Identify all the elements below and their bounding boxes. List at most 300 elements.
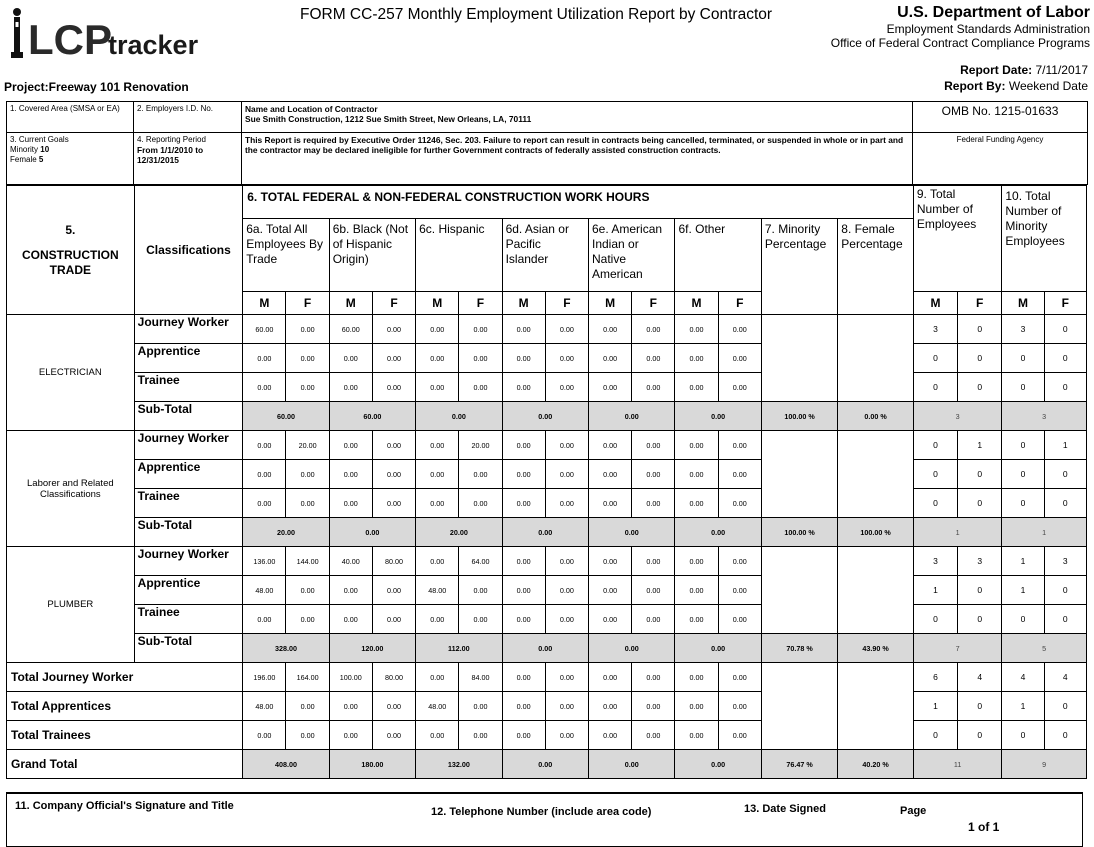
classification-row xyxy=(7,547,1087,576)
hours-cell: 0.00 xyxy=(416,373,459,402)
hours-cell: 40.00 xyxy=(329,547,372,576)
hours-cell: 48.00 xyxy=(416,692,459,721)
eo-notice: This Report is required by Executive Order 11246, Sec. 203. Failure to report can result in contracts being cancelled, terminated, or suspended in whole or in part and the contractor may be declared ineligible for further Government contracts of federally assisted construction contracts. xyxy=(242,133,913,185)
hours-cell: 0.00 xyxy=(459,344,502,373)
hours-cell: 0.00 xyxy=(545,373,588,402)
col6c-header xyxy=(416,219,502,292)
trade-name: Laborer and Related Classifications xyxy=(7,431,135,547)
hours-cell: 0.00 xyxy=(632,373,675,402)
female-column-header: F xyxy=(286,292,329,315)
hours-cell: 0.00 xyxy=(329,489,372,518)
hours-cell: 0.00 xyxy=(632,663,675,692)
classifications-header: Classifications xyxy=(134,186,243,315)
classification-row xyxy=(7,605,1087,634)
female-pct-blank xyxy=(838,663,914,750)
minority-percentage: 76.47 % xyxy=(761,750,837,779)
hours-cell: 20.00 xyxy=(286,431,329,460)
hours-cell: 0.00 xyxy=(329,344,372,373)
hours-cell: 0.00 xyxy=(502,489,545,518)
employee-count-cell: 0 xyxy=(1044,605,1086,634)
female-column-header: F xyxy=(718,292,761,315)
col6a-label: 6a. Total All Employees By Trade xyxy=(246,222,323,266)
total-employees-subtotal: 7 xyxy=(913,634,1001,663)
employee-count-cell: 3 xyxy=(1044,547,1086,576)
employee-count-cell: 0 xyxy=(1044,373,1086,402)
hours-cell: 0.00 xyxy=(675,605,718,634)
employee-count-cell: 0 xyxy=(913,489,957,518)
female-column-header: F xyxy=(958,292,1002,315)
agency-department: U.S. Department of Labor xyxy=(897,4,1090,21)
hours-cell: 0.00 xyxy=(632,489,675,518)
hours-cell: 0.00 xyxy=(372,315,415,344)
hours-cell: 0.00 xyxy=(718,344,761,373)
report-meta xyxy=(944,62,1088,94)
subtotal-hours: 0.00 xyxy=(589,402,675,431)
hours-cell: 0.00 xyxy=(286,460,329,489)
header-info-table xyxy=(6,101,1088,185)
employee-count-cell: 0 xyxy=(1044,489,1086,518)
total-row xyxy=(7,692,1087,721)
hours-cell: 0.00 xyxy=(243,431,286,460)
hours-cell: 0.00 xyxy=(286,373,329,402)
hours-cell: 0.00 xyxy=(675,431,718,460)
employee-count-cell: 0 xyxy=(913,605,957,634)
hours-cell: 0.00 xyxy=(416,489,459,518)
hours-cell: 0.00 xyxy=(372,605,415,634)
hours-cell: 0.00 xyxy=(675,547,718,576)
minority-pct-blank xyxy=(761,431,837,518)
employee-count-cell: 0 xyxy=(1002,605,1044,634)
employee-count-cell: 0 xyxy=(1044,344,1086,373)
covered-area-cell: 1. Covered Area (SMSA or EA) xyxy=(7,102,134,133)
hours-cell: 0.00 xyxy=(416,431,459,460)
omb-number: OMB No. 1215-01633 xyxy=(913,102,1088,133)
hours-cell: 0.00 xyxy=(675,344,718,373)
hours-cell: 0.00 xyxy=(243,373,286,402)
employee-count-cell: 0 xyxy=(913,373,957,402)
hours-cell: 0.00 xyxy=(632,721,675,750)
total-row xyxy=(7,663,1087,692)
col6c-label: 6c. Hispanic xyxy=(419,222,485,236)
hours-cell: 0.00 xyxy=(416,663,459,692)
telephone-label: 12. Telephone Number (include area code) xyxy=(431,806,652,818)
hours-cell: 48.00 xyxy=(243,576,286,605)
hours-cell: 196.00 xyxy=(243,663,286,692)
employee-count-cell: 4 xyxy=(958,663,1002,692)
hours-cell: 0.00 xyxy=(545,315,588,344)
female-percentage: 40.20 % xyxy=(838,750,914,779)
hours-cell: 0.00 xyxy=(502,576,545,605)
current-goals-cell xyxy=(7,133,134,185)
hours-cell: 0.00 xyxy=(718,373,761,402)
hours-cell: 0.00 xyxy=(502,315,545,344)
hours-cell: 60.00 xyxy=(329,315,372,344)
hours-cell: 0.00 xyxy=(502,373,545,402)
classification-label: Journey Worker xyxy=(134,315,243,344)
subtotal-hours: 0.00 xyxy=(502,634,588,663)
female-column-header: F xyxy=(459,292,502,315)
hours-cell: 0.00 xyxy=(459,373,502,402)
hours-cell: 0.00 xyxy=(372,721,415,750)
classification-row xyxy=(7,373,1087,402)
hours-cell: 0.00 xyxy=(675,663,718,692)
total-label: Total Apprentices xyxy=(7,692,243,721)
employee-count-cell: 0 xyxy=(1002,373,1044,402)
hours-cell: 0.00 xyxy=(675,315,718,344)
employee-count-cell: 1 xyxy=(958,431,1002,460)
total-employees-header xyxy=(913,186,1001,292)
hours-cell: 0.00 xyxy=(718,315,761,344)
date-signed-label: 13. Date Signed xyxy=(744,803,826,815)
col6e-label: 6e. American Indian or Native American xyxy=(592,222,663,281)
hours-cell: 20.00 xyxy=(459,431,502,460)
subtotal-hours: 60.00 xyxy=(243,402,329,431)
female-column-header: F xyxy=(1044,292,1086,315)
report-by-label: Report By: xyxy=(944,79,1006,93)
hours-cell: 0.00 xyxy=(718,431,761,460)
hours-cell: 0.00 xyxy=(372,460,415,489)
utilization-table xyxy=(6,185,1087,779)
employee-count-cell: 1 xyxy=(1002,547,1044,576)
hours-cell: 0.00 xyxy=(329,692,372,721)
subtotal-hours: 0.00 xyxy=(675,750,761,779)
minority-percentage: 70.78 % xyxy=(761,634,837,663)
project-name: Project:Freeway 101 Renovation xyxy=(4,80,189,94)
agency-administration: Employment Standards Administration xyxy=(886,22,1090,36)
hours-cell: 0.00 xyxy=(372,692,415,721)
hours-cell: 0.00 xyxy=(718,576,761,605)
hours-cell: 0.00 xyxy=(459,315,502,344)
subtotal-hours: 0.00 xyxy=(589,750,675,779)
hours-cell: 0.00 xyxy=(589,431,632,460)
hours-cell: 0.00 xyxy=(632,315,675,344)
hours-cell: 0.00 xyxy=(589,460,632,489)
employee-count-cell: 6 xyxy=(913,663,957,692)
hours-cell: 0.00 xyxy=(589,489,632,518)
hours-cell: 144.00 xyxy=(286,547,329,576)
trade-name: ELECTRICIAN xyxy=(7,315,135,431)
hours-cell: 0.00 xyxy=(589,692,632,721)
employee-count-cell: 0 xyxy=(958,692,1002,721)
hours-cell: 0.00 xyxy=(545,721,588,750)
total-label: Total Journey Worker xyxy=(7,663,243,692)
subtotal-hours: 20.00 xyxy=(243,518,329,547)
hours-cell: 0.00 xyxy=(632,344,675,373)
employee-count-cell: 4 xyxy=(1002,663,1044,692)
hours-cell: 0.00 xyxy=(329,373,372,402)
col8-label: 8. Female Percentage xyxy=(841,222,903,251)
hours-cell: 0.00 xyxy=(675,692,718,721)
hours-cell: 0.00 xyxy=(545,576,588,605)
minority-employees-header xyxy=(1002,186,1087,292)
employee-count-cell: 0 xyxy=(1002,344,1044,373)
hours-cell: 0.00 xyxy=(545,692,588,721)
total-label: Total Trainees xyxy=(7,721,243,750)
subtotal-row xyxy=(7,402,1087,431)
hours-cell: 0.00 xyxy=(286,489,329,518)
minority-employees-subtotal: 3 xyxy=(1002,402,1087,431)
total-employees-subtotal: 11 xyxy=(913,750,1001,779)
classification-label: Apprentice xyxy=(134,460,243,489)
female-pct-blank xyxy=(838,315,914,402)
hours-cell: 0.00 xyxy=(416,721,459,750)
classification-label: Journey Worker xyxy=(134,547,243,576)
hours-cell: 0.00 xyxy=(416,605,459,634)
hours-cell: 0.00 xyxy=(416,547,459,576)
section6-header: 6. TOTAL FEDERAL & NON-FEDERAL CONSTRUCTION WORK HOURS xyxy=(243,186,914,219)
hours-cell: 48.00 xyxy=(243,692,286,721)
lcptracker-logo-graphic xyxy=(8,2,198,62)
hours-cell: 0.00 xyxy=(502,692,545,721)
subtotal-hours: 408.00 xyxy=(243,750,329,779)
col6a-header xyxy=(243,219,329,292)
subtotal-row xyxy=(7,634,1087,663)
employee-count-cell: 0 xyxy=(1002,431,1044,460)
subtotal-row xyxy=(7,518,1087,547)
hours-cell: 0.00 xyxy=(416,344,459,373)
form-title: FORM CC-257 Monthly Employment Utilization Report by Contractor xyxy=(300,6,773,23)
contractor-value: Sue Smith Construction, 1212 Sue Smith Street, New Orleans, LA, 70111 xyxy=(245,114,532,124)
classification-row xyxy=(7,431,1087,460)
employee-count-cell: 1 xyxy=(913,692,957,721)
hours-cell: 0.00 xyxy=(545,605,588,634)
hours-cell: 0.00 xyxy=(589,605,632,634)
hours-cell: 0.00 xyxy=(632,460,675,489)
construction-trade-header xyxy=(7,186,135,315)
hours-cell: 0.00 xyxy=(459,489,502,518)
employee-count-cell: 0 xyxy=(958,460,1002,489)
hours-cell: 0.00 xyxy=(589,344,632,373)
hours-cell: 0.00 xyxy=(545,431,588,460)
employee-count-cell: 0 xyxy=(1044,721,1086,750)
female-percentage: 0.00 % xyxy=(838,402,914,431)
report-date: 7/11/2017 xyxy=(1035,63,1088,77)
hours-cell: 0.00 xyxy=(589,576,632,605)
hours-cell: 0.00 xyxy=(243,489,286,518)
hours-cell: 0.00 xyxy=(286,315,329,344)
hours-cell: 0.00 xyxy=(718,721,761,750)
hours-cell: 0.00 xyxy=(329,721,372,750)
classification-row xyxy=(7,576,1087,605)
hours-cell: 0.00 xyxy=(286,692,329,721)
col7-label: 7. Minority Percentage xyxy=(764,222,827,251)
subtotal-hours: 132.00 xyxy=(416,750,502,779)
hours-cell: 0.00 xyxy=(632,605,675,634)
hours-cell: 0.00 xyxy=(329,460,372,489)
classification-label: Apprentice xyxy=(134,576,243,605)
current-goals-label: 3. Current Goals xyxy=(10,135,69,144)
hours-cell: 0.00 xyxy=(545,547,588,576)
hours-cell: 100.00 xyxy=(329,663,372,692)
hours-cell: 0.00 xyxy=(372,489,415,518)
col5-label: CONSTRUCTION TRADE xyxy=(22,247,119,277)
classification-label: Apprentice xyxy=(134,344,243,373)
employee-count-cell: 1 xyxy=(1002,692,1044,721)
reporting-period-value: From 1/1/2010 to 12/31/2015 xyxy=(137,145,204,165)
hours-cell: 0.00 xyxy=(718,605,761,634)
employee-count-cell: 4 xyxy=(1044,663,1086,692)
hours-cell: 0.00 xyxy=(545,344,588,373)
subtotal-label: Sub-Total xyxy=(134,402,243,431)
employee-count-cell: 0 xyxy=(958,373,1002,402)
classification-row xyxy=(7,315,1087,344)
hours-cell: 136.00 xyxy=(243,547,286,576)
minority-pct-blank xyxy=(761,547,837,634)
employee-count-cell: 0 xyxy=(913,460,957,489)
hours-cell: 0.00 xyxy=(675,489,718,518)
hours-cell: 0.00 xyxy=(243,721,286,750)
subtotal-hours: 0.00 xyxy=(675,634,761,663)
subtotal-hours: 0.00 xyxy=(416,402,502,431)
col6d-label: 6d. Asian or Pacific Islander xyxy=(505,222,569,266)
employee-count-cell: 3 xyxy=(913,315,957,344)
female-column-header: F xyxy=(632,292,675,315)
hours-cell: 0.00 xyxy=(502,605,545,634)
employee-count-cell: 0 xyxy=(958,489,1002,518)
contractor-label: Name and Location of Contractor xyxy=(245,104,378,114)
hours-cell: 0.00 xyxy=(632,547,675,576)
hours-cell: 0.00 xyxy=(459,605,502,634)
employee-count-cell: 0 xyxy=(958,344,1002,373)
hours-cell: 0.00 xyxy=(286,344,329,373)
hours-cell: 60.00 xyxy=(243,315,286,344)
subtotal-hours: 0.00 xyxy=(502,402,588,431)
hours-cell: 0.00 xyxy=(329,605,372,634)
hours-cell: 0.00 xyxy=(286,721,329,750)
male-column-header: M xyxy=(913,292,957,315)
classification-label: Journey Worker xyxy=(134,431,243,460)
subtotal-hours: 0.00 xyxy=(502,518,588,547)
hours-cell: 0.00 xyxy=(502,344,545,373)
hours-cell: 0.00 xyxy=(545,663,588,692)
classification-label: Trainee xyxy=(134,605,243,634)
employee-count-cell: 1 xyxy=(1002,576,1044,605)
report-date-label: Report Date: xyxy=(960,63,1033,77)
hours-cell: 0.00 xyxy=(718,692,761,721)
hours-cell: 0.00 xyxy=(589,315,632,344)
subtotal-hours: 0.00 xyxy=(589,634,675,663)
funding-agency: Federal Funding Agency xyxy=(913,133,1088,185)
contractor-cell xyxy=(242,102,913,133)
classification-row xyxy=(7,460,1087,489)
employee-count-cell: 1 xyxy=(1044,431,1086,460)
employee-count-cell: 0 xyxy=(1044,576,1086,605)
hours-cell: 0.00 xyxy=(718,547,761,576)
minority-pct-blank xyxy=(761,315,837,402)
hours-cell: 0.00 xyxy=(372,373,415,402)
employee-count-cell: 0 xyxy=(913,344,957,373)
classification-row xyxy=(7,344,1087,373)
hours-cell: 0.00 xyxy=(416,315,459,344)
hours-cell: 0.00 xyxy=(243,460,286,489)
employee-count-cell: 3 xyxy=(1002,315,1044,344)
agency-office: Office of Federal Contract Compliance Programs xyxy=(830,36,1090,50)
hours-cell: 0.00 xyxy=(589,663,632,692)
col8-header xyxy=(838,219,914,315)
total-employees-subtotal: 1 xyxy=(913,518,1001,547)
hours-cell: 0.00 xyxy=(675,373,718,402)
minority-employees-subtotal: 5 xyxy=(1002,634,1087,663)
male-column-header: M xyxy=(1002,292,1044,315)
female-column-header: F xyxy=(372,292,415,315)
hours-cell: 0.00 xyxy=(632,692,675,721)
hours-cell: 80.00 xyxy=(372,547,415,576)
col6f-label: 6f. Other xyxy=(678,222,726,236)
grand-total-row xyxy=(7,750,1087,779)
hours-cell: 0.00 xyxy=(718,489,761,518)
minority-goal-label: Minority xyxy=(10,145,39,154)
classification-row xyxy=(7,489,1087,518)
classification-label: Trainee xyxy=(134,489,243,518)
hours-cell: 0.00 xyxy=(372,344,415,373)
employee-count-cell: 0 xyxy=(913,431,957,460)
agency-block xyxy=(831,4,1090,50)
minority-goal-value: 10 xyxy=(40,145,50,154)
hours-cell: 0.00 xyxy=(329,431,372,460)
signature-label: 11. Company Official's Signature and Title xyxy=(15,800,234,812)
male-column-header: M xyxy=(329,292,372,315)
hours-cell: 0.00 xyxy=(459,721,502,750)
female-column-header: F xyxy=(545,292,588,315)
employee-count-cell: 3 xyxy=(958,547,1002,576)
subtotal-hours: 20.00 xyxy=(416,518,502,547)
subtotal-hours: 112.00 xyxy=(416,634,502,663)
hours-cell: 0.00 xyxy=(459,692,502,721)
employee-count-cell: 0 xyxy=(958,605,1002,634)
male-column-header: M xyxy=(243,292,286,315)
subtotal-hours: 0.00 xyxy=(675,518,761,547)
female-percentage: 100.00 % xyxy=(838,518,914,547)
report-by: Weekend Date xyxy=(1008,79,1088,93)
hours-cell: 0.00 xyxy=(502,460,545,489)
hours-cell: 48.00 xyxy=(416,576,459,605)
employee-count-cell: 0 xyxy=(913,721,957,750)
female-percentage: 43.90 % xyxy=(838,634,914,663)
col5-number: 5. xyxy=(65,222,76,237)
female-goal-label: Female xyxy=(10,155,37,164)
employers-id-cell: 2. Employers I.D. No. xyxy=(134,102,242,133)
hours-cell: 0.00 xyxy=(632,576,675,605)
col9-label: 9. Total Number of Employees xyxy=(916,187,977,231)
hours-cell: 0.00 xyxy=(675,576,718,605)
hours-cell: 0.00 xyxy=(589,547,632,576)
female-pct-blank xyxy=(838,547,914,634)
subtotal-hours: 120.00 xyxy=(329,634,415,663)
subtotal-hours: 0.00 xyxy=(329,518,415,547)
employee-count-cell: 0 xyxy=(1044,692,1086,721)
employee-count-cell: 0 xyxy=(1044,315,1086,344)
col6d-header xyxy=(502,219,588,292)
employee-count-cell: 1 xyxy=(913,576,957,605)
male-column-header: M xyxy=(416,292,459,315)
minority-percentage: 100.00 % xyxy=(761,402,837,431)
hours-cell: 0.00 xyxy=(459,576,502,605)
reporting-period-label: 4. Reporting Period xyxy=(137,135,206,144)
employee-count-cell: 0 xyxy=(1002,721,1044,750)
subtotal-hours: 328.00 xyxy=(243,634,329,663)
hours-cell: 0.00 xyxy=(329,576,372,605)
employee-count-cell: 0 xyxy=(958,721,1002,750)
hours-cell: 0.00 xyxy=(545,460,588,489)
total-row xyxy=(7,721,1087,750)
hours-cell: 0.00 xyxy=(675,721,718,750)
reporting-period-cell xyxy=(134,133,242,185)
col6f-header xyxy=(675,219,761,292)
minority-percentage: 100.00 % xyxy=(761,518,837,547)
hours-cell: 0.00 xyxy=(372,576,415,605)
employee-count-cell: 0 xyxy=(1002,489,1044,518)
col10-label: 10. Total Number of Minority Employees xyxy=(1005,189,1065,248)
